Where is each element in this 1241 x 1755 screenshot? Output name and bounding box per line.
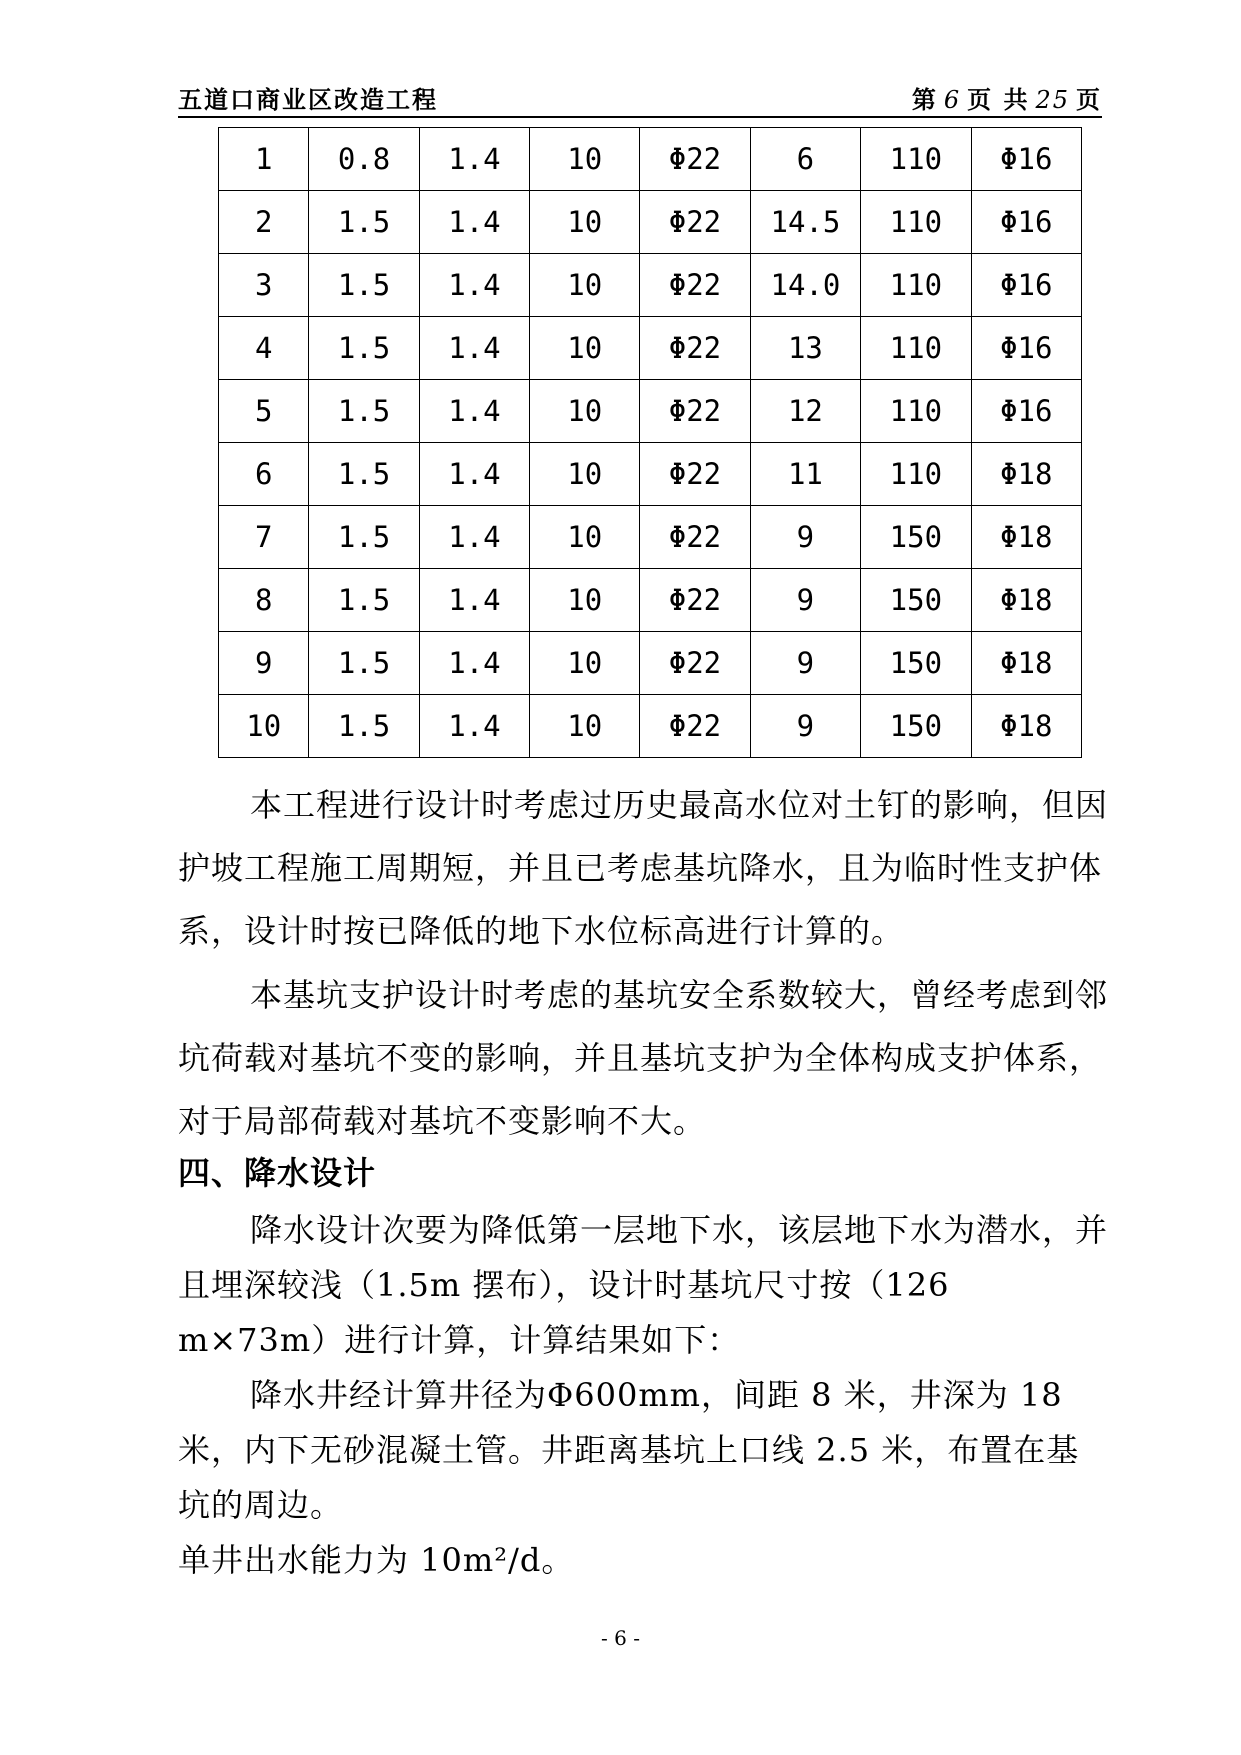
table-cell: 9 — [750, 695, 861, 758]
page-suffix: 页 — [1076, 86, 1102, 114]
table-row — [219, 632, 1082, 695]
table-cell: 10 — [530, 380, 640, 443]
table-cell: 1.4 — [419, 632, 529, 695]
table-cell: 14.5 — [750, 191, 861, 254]
section-heading-dewatering: 四、降水设计 — [178, 1154, 377, 1192]
table-cell: 10 — [530, 254, 640, 317]
table-cell: Φ22 — [640, 443, 750, 506]
table-cell: 8 — [219, 569, 309, 632]
table-cell: 1.4 — [419, 128, 529, 191]
table-cell: 1.5 — [309, 380, 419, 443]
table-cell: 10 — [219, 695, 309, 758]
table-cell: 10 — [530, 191, 640, 254]
table-cell: 2 — [219, 191, 309, 254]
table-row — [219, 506, 1082, 569]
paragraph-dewatering-purpose: 降水设计次要为降低第一层地下水，该层地下水为潜水，并且埋深较浅（1.5m 摆布），设计时基坑尺寸按（126 m×73m）进行计算，计算结果如下： — [178, 1211, 1109, 1359]
table-cell: Φ22 — [640, 380, 750, 443]
table-cell: Φ18 — [971, 569, 1081, 632]
table-cell: Φ16 — [971, 380, 1081, 443]
table-row — [219, 191, 1082, 254]
table-cell: 110 — [861, 380, 971, 443]
table-cell: 6 — [219, 443, 309, 506]
table-cell: 110 — [861, 317, 971, 380]
table-cell: Φ16 — [971, 191, 1081, 254]
project-title: 五道口商业区改造工程 — [178, 86, 438, 114]
table-cell: 9 — [219, 632, 309, 695]
table-cell: 13 — [750, 317, 861, 380]
current-page: 6 — [943, 86, 962, 114]
table-cell: 1.5 — [309, 254, 419, 317]
table-cell: 1.4 — [419, 506, 529, 569]
table-cell: Φ22 — [640, 695, 750, 758]
table-cell: 6 — [750, 128, 861, 191]
table-cell: 110 — [861, 128, 971, 191]
paragraph-groundwater-design: 本工程进行设计时考虑过历史最高水位对土钉的影响，但因护坡工程施工周期短，并且已考虑基坑降水，且为临时性支护体系，设计时按已降低的地下水位标高进行计算的。 — [178, 786, 1109, 950]
table-cell: 150 — [861, 695, 971, 758]
page-indicator — [912, 86, 1102, 114]
table-cell: 12 — [750, 380, 861, 443]
table-cell: Φ18 — [971, 506, 1081, 569]
table-cell: 1.4 — [419, 569, 529, 632]
table-cell: 11 — [750, 443, 861, 506]
table-cell: Φ22 — [640, 191, 750, 254]
table-cell: 0.8 — [309, 128, 419, 191]
table-cell: 1.4 — [419, 695, 529, 758]
table-cell: 9 — [750, 569, 861, 632]
table-cell: 1.4 — [419, 254, 529, 317]
table-cell: Φ22 — [640, 506, 750, 569]
table-cell: Φ18 — [971, 632, 1081, 695]
table-cell: 1.5 — [309, 695, 419, 758]
table-cell: Φ16 — [971, 254, 1081, 317]
table-cell: 1.5 — [309, 506, 419, 569]
table-cell: 1.5 — [309, 632, 419, 695]
table-cell: 3 — [219, 254, 309, 317]
table-cell: 1.4 — [419, 317, 529, 380]
table-cell: 10 — [530, 443, 640, 506]
table-row — [219, 443, 1082, 506]
table-cell: Φ16 — [971, 317, 1081, 380]
table-cell: 1.4 — [419, 191, 529, 254]
table-row — [219, 317, 1082, 380]
table-cell: 9 — [750, 506, 861, 569]
table-cell: 10 — [530, 569, 640, 632]
table-cell: 9 — [750, 632, 861, 695]
table-cell: 7 — [219, 506, 309, 569]
table-cell: 150 — [861, 569, 971, 632]
table-cell: 1.4 — [419, 380, 529, 443]
page-header — [178, 86, 1102, 118]
table-cell: 110 — [861, 254, 971, 317]
table-cell: 150 — [861, 632, 971, 695]
table-row — [219, 128, 1082, 191]
page-prefix: 第 — [911, 86, 938, 114]
table-cell: 1.5 — [309, 191, 419, 254]
table-cell: 1.5 — [309, 317, 419, 380]
paragraph-safety-factor: 本基坑支护设计时考虑的基坑安全系数较大，曾经考虑到邻坑荷载对基坑不变的影响，并且基坑支护为全体构成支护体系，对于局部荷载对基坑不变影响不大。 — [178, 976, 1109, 1140]
table-cell: 10 — [530, 317, 640, 380]
table-cell: Φ22 — [640, 128, 750, 191]
page-number: - 6 - — [601, 1626, 640, 1650]
table-cell: Φ18 — [971, 443, 1081, 506]
table-cell: 1.5 — [309, 569, 419, 632]
table-cell: 10 — [530, 128, 640, 191]
table-cell: 110 — [861, 191, 971, 254]
table-cell: Φ22 — [640, 317, 750, 380]
table-body — [219, 128, 1082, 758]
table-cell: 14.0 — [750, 254, 861, 317]
table-row — [219, 380, 1082, 443]
page-mid: 页 共 — [967, 86, 1030, 114]
total-pages: 25 — [1035, 86, 1070, 114]
table-cell: 10 — [530, 695, 640, 758]
table-cell: 1.4 — [419, 443, 529, 506]
table-row — [219, 695, 1082, 758]
table-cell: Φ22 — [640, 254, 750, 317]
paragraph-well-capacity: 单井出水能力为 10m²/d。 — [178, 1541, 575, 1579]
soil-nail-table — [218, 127, 1082, 758]
table-cell: 1 — [219, 128, 309, 191]
table-cell: 150 — [861, 506, 971, 569]
table-cell: 5 — [219, 380, 309, 443]
table-cell: 110 — [861, 443, 971, 506]
table-cell: 10 — [530, 632, 640, 695]
table-cell: Φ18 — [971, 695, 1081, 758]
table-cell: 1.5 — [309, 443, 419, 506]
paragraph-well-spec: 降水井经计算井径为Φ600mm，间距 8 米，井深为 18 米，内下无砂混凝土管。井距离基坑上口线 2.5 米，布置在基坑的周边。 — [178, 1376, 1080, 1524]
table-row — [219, 254, 1082, 317]
table-cell: Φ22 — [640, 632, 750, 695]
table-cell: Φ16 — [971, 128, 1081, 191]
table-row — [219, 569, 1082, 632]
table-cell: 10 — [530, 506, 640, 569]
table-cell: 4 — [219, 317, 309, 380]
table-cell: Φ22 — [640, 569, 750, 632]
